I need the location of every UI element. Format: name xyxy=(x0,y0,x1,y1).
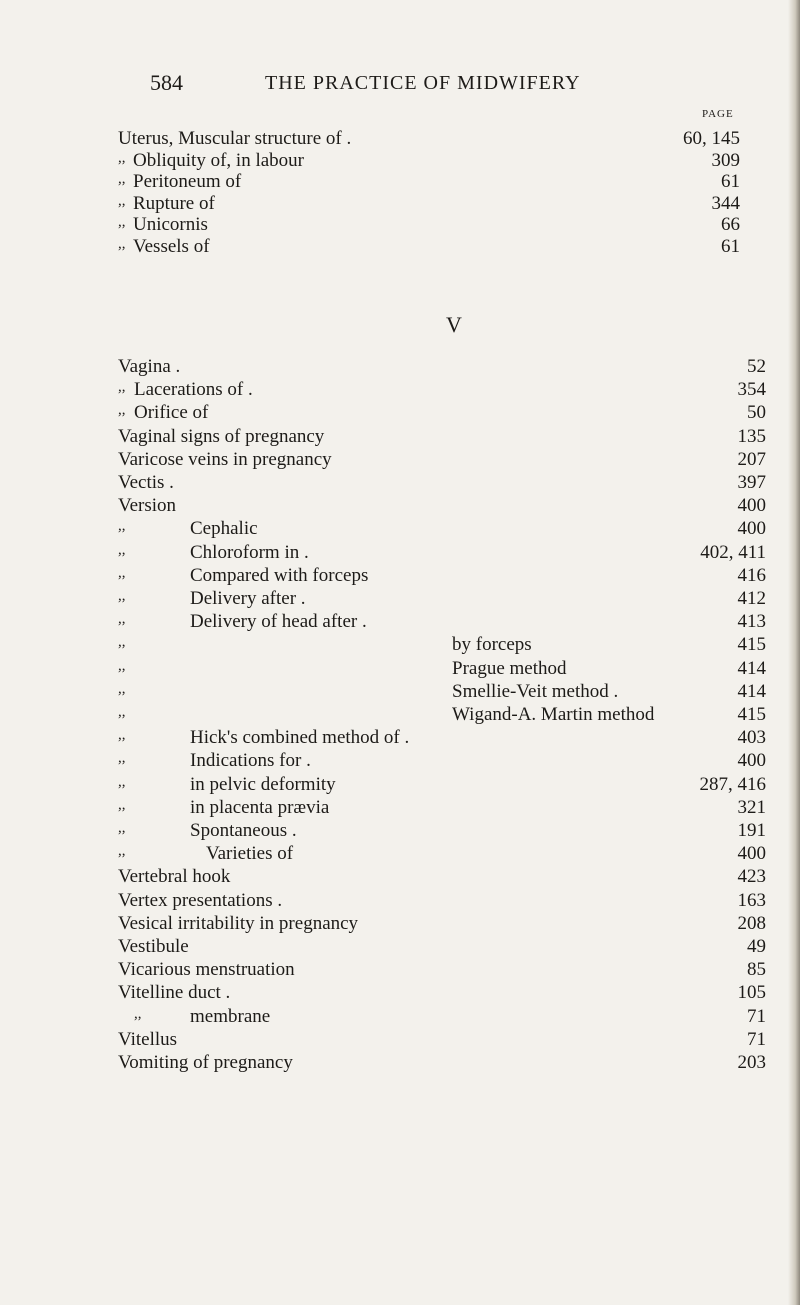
entry-term: Prague method xyxy=(452,657,567,679)
index-entry xyxy=(0,472,790,496)
index-entry xyxy=(0,379,790,403)
entry-page-numbers: 49 xyxy=(747,936,766,957)
index-entry xyxy=(0,518,790,542)
entry-page-numbers: 66 xyxy=(721,214,740,235)
entry-term: Uterus, Muscular structure of . xyxy=(118,128,352,149)
ditto-mark: ,, xyxy=(118,727,126,744)
entry-page-numbers: 412 xyxy=(737,588,766,609)
entry-term: Vertebral hook xyxy=(118,866,231,888)
index-entry xyxy=(0,495,790,519)
index-entry xyxy=(0,681,790,705)
entry-page-numbers: 344 xyxy=(711,192,740,214)
entry-page-numbers: 71 xyxy=(747,1005,766,1027)
index-entry xyxy=(0,214,790,238)
entry-page-numbers: 414 xyxy=(737,657,766,679)
ditto-mark: ,, xyxy=(118,796,126,813)
entry-page-numbers: 397 xyxy=(737,472,766,493)
entry-term: Spontaneous . xyxy=(190,820,297,841)
index-entry xyxy=(0,843,790,867)
index-entry xyxy=(0,982,790,1006)
entry-term: Version xyxy=(118,495,177,517)
entry-term: Vicarious menstruation xyxy=(118,959,295,981)
entry-term: Wigand-A. Martin method xyxy=(452,704,655,725)
entry-term: Varicose veins in pregnancy xyxy=(118,448,332,470)
entry-page-numbers: 61 xyxy=(721,235,740,257)
page-header xyxy=(150,70,750,100)
entry-term: Vesical irritability in pregnancy xyxy=(118,912,359,934)
entry-page-numbers: 400 xyxy=(737,750,766,772)
index-entry xyxy=(0,193,790,217)
entry-page-numbers: 135 xyxy=(737,425,766,447)
entry-page-numbers: 415 xyxy=(737,634,766,656)
index-entry xyxy=(0,565,790,589)
entry-term: Smellie-Veit method . xyxy=(452,680,619,702)
entry-term: Delivery after . xyxy=(190,588,306,609)
index-entry xyxy=(0,356,790,380)
entry-page-numbers: 354 xyxy=(737,379,766,401)
entry-page-numbers: 414 xyxy=(737,680,766,702)
ditto-mark: ,, xyxy=(118,379,126,396)
ditto-mark: ,, xyxy=(118,843,126,860)
entry-page-numbers: 61 xyxy=(721,171,740,192)
entry-page-numbers: 321 xyxy=(737,796,766,818)
index-entry xyxy=(0,913,790,937)
ditto-mark: ,, xyxy=(118,588,126,604)
entry-term: Lacerations of . xyxy=(134,379,253,401)
entry-term: membrane xyxy=(190,1005,271,1027)
index-entry xyxy=(0,866,790,890)
entry-page-numbers: 287, 416 xyxy=(699,773,766,795)
entry-page-numbers: 52 xyxy=(747,356,766,377)
index-entry xyxy=(0,658,790,682)
ditto-mark: ,, xyxy=(118,657,126,674)
entry-term: Cephalic xyxy=(190,518,258,540)
index-entry xyxy=(0,171,790,195)
entry-term: in pelvic deformity xyxy=(190,773,336,795)
entry-page-numbers: 191 xyxy=(737,820,766,841)
entry-term: Unicornis xyxy=(133,214,208,235)
entry-term: in placenta prævia xyxy=(190,796,330,818)
ditto-mark: ,, xyxy=(118,235,126,252)
entry-page-numbers: 416 xyxy=(737,564,766,586)
entry-term: Indications for . xyxy=(190,750,311,772)
entry-term: Vertex presentations . xyxy=(118,889,283,911)
index-entry xyxy=(0,959,790,983)
ditto-mark: ,, xyxy=(134,1005,142,1022)
entry-term: Vaginal signs of pregnancy xyxy=(118,425,325,447)
entry-term: Hick's combined method of . xyxy=(190,727,410,749)
entry-page-numbers: 423 xyxy=(737,866,766,888)
entry-term: Vomiting of pregnancy xyxy=(118,1052,293,1073)
entry-page-numbers: 400 xyxy=(737,495,766,517)
index-entry xyxy=(0,542,790,566)
ditto-mark: ,, xyxy=(118,518,126,535)
entry-term: Vitellus xyxy=(118,1028,178,1050)
index-entry xyxy=(0,236,790,260)
entry-page-numbers: 60, 145 xyxy=(683,128,740,149)
entry-term: Obliquity of, in labour xyxy=(133,149,304,171)
entry-term: Peritoneum of xyxy=(133,171,242,192)
page-column-label: PAGE xyxy=(702,108,734,120)
entry-page-numbers: 207 xyxy=(737,448,766,470)
ditto-mark: ,, xyxy=(118,680,126,697)
index-entry xyxy=(0,588,790,612)
ditto-mark: ,, xyxy=(118,611,126,628)
entry-page-numbers: 403 xyxy=(737,727,766,749)
index-entry xyxy=(0,727,790,751)
index-entry xyxy=(0,797,790,821)
ditto-mark: ,, xyxy=(118,214,126,230)
page-number: 584 xyxy=(150,70,183,95)
entry-page-numbers: 50 xyxy=(747,402,766,424)
page-edge xyxy=(788,0,800,1305)
index-entry xyxy=(0,774,790,798)
ditto-mark: ,, xyxy=(118,564,126,581)
index-entry xyxy=(0,426,790,450)
entry-term: Vagina . xyxy=(118,356,181,377)
entry-term: Rupture of xyxy=(133,192,215,214)
index-entry xyxy=(0,936,790,960)
ditto-mark: ,, xyxy=(118,541,126,558)
index-entry xyxy=(0,890,790,914)
index-entry xyxy=(0,1052,790,1076)
index-entry xyxy=(0,750,790,774)
index-entry xyxy=(0,402,790,426)
index-entry xyxy=(0,1006,790,1030)
entry-page-numbers: 413 xyxy=(737,611,766,633)
section-letter: V xyxy=(446,312,462,337)
entry-page-numbers: 402, 411 xyxy=(700,541,766,563)
ditto-mark: ,, xyxy=(118,704,126,720)
ditto-mark: ,, xyxy=(118,149,126,166)
entry-page-numbers: 71 xyxy=(747,1028,766,1050)
index-entry xyxy=(0,820,790,844)
entry-term: by forceps xyxy=(452,634,532,656)
ditto-mark: ,, xyxy=(118,750,126,767)
entry-term: Vestibule xyxy=(118,936,189,957)
ditto-mark: ,, xyxy=(118,192,126,209)
entry-page-numbers: 400 xyxy=(737,843,766,865)
entry-page-numbers: 203 xyxy=(737,1052,766,1073)
entry-term: Vitelline duct . xyxy=(118,982,231,1004)
entry-term: Orifice of xyxy=(134,402,209,424)
entry-page-numbers: 208 xyxy=(737,912,766,934)
ditto-mark: ,, xyxy=(118,634,126,651)
entry-page-numbers: 415 xyxy=(737,704,766,725)
index-entry xyxy=(0,634,790,658)
entry-page-numbers: 85 xyxy=(747,959,766,981)
entry-term: Compared with forceps xyxy=(190,564,369,586)
entry-term: Vessels of xyxy=(133,235,210,257)
entry-page-numbers: 309 xyxy=(711,149,740,171)
index-entry xyxy=(0,128,790,152)
ditto-mark: ,, xyxy=(118,171,126,187)
entry-term: Delivery of head after . xyxy=(190,611,367,633)
entry-term: Varieties of xyxy=(206,843,294,865)
entry-term: Chloroform in . xyxy=(190,541,309,563)
ditto-mark: ,, xyxy=(118,773,126,790)
index-entry xyxy=(0,611,790,635)
entry-page-numbers: 400 xyxy=(737,518,766,540)
ditto-mark: ,, xyxy=(118,820,126,836)
index-entry xyxy=(0,150,790,174)
index-entry xyxy=(0,704,790,728)
entry-term: Vectis . xyxy=(118,472,174,493)
index-entry xyxy=(0,1029,790,1053)
ditto-mark: ,, xyxy=(118,402,126,419)
running-title: THE PRACTICE OF MIDWIFERY xyxy=(265,72,581,94)
index-entry xyxy=(0,449,790,473)
entry-page-numbers: 163 xyxy=(737,889,766,911)
entry-page-numbers: 105 xyxy=(737,982,766,1004)
